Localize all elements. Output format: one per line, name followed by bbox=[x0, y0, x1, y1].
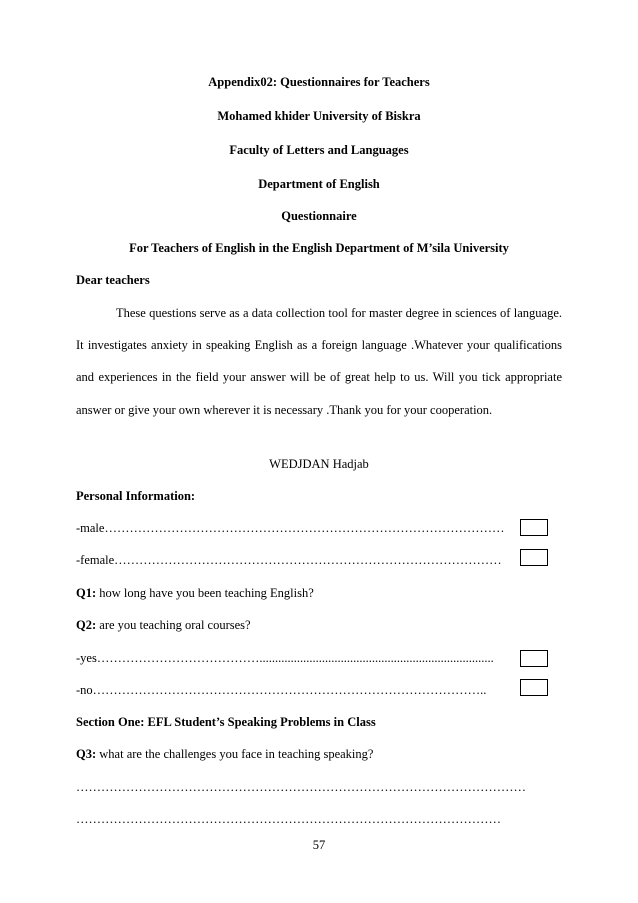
faculty-name: Faculty of Letters and Languages bbox=[229, 143, 409, 157]
yes-option-label: -yes…………………………………........................................................................... bbox=[76, 651, 494, 665]
intro-paragraph: These questions serve as a data collection tool for master degree in sciences of language. It investigates anxiety in speaking English as a foreign language .Whatever your qualifications and experiences in the field your answer will be of great help to us. Will you tick appropriate answer or give your own wherever it is necessary .Thank you for your cooperation. bbox=[76, 306, 562, 417]
personal-info-heading: Personal Information: bbox=[76, 489, 196, 503]
answer-line-2[interactable]: ………………………………………………………………………………………… bbox=[76, 812, 501, 826]
question-2-label: Q2: bbox=[76, 618, 97, 632]
department-name: Department of English bbox=[258, 177, 380, 191]
author-name: WEDJDAN Hadjab bbox=[269, 457, 369, 471]
question-3 bbox=[76, 746, 373, 762]
document-type: Questionnaire bbox=[281, 209, 357, 223]
appendix-title: Appendix02: Questionnaires for Teachers bbox=[208, 75, 430, 89]
section-one-heading: Section One: EFL Student’s Speaking Problems in Class bbox=[76, 715, 376, 729]
question-3-label: Q3: bbox=[76, 747, 97, 761]
answer-line-1[interactable]: ……………………………………………………………………………………………… bbox=[76, 780, 526, 794]
greeting: Dear teachers bbox=[76, 273, 150, 287]
question-1-label: Q1: bbox=[76, 586, 97, 600]
page-number: 57 bbox=[312, 838, 326, 852]
female-checkbox[interactable] bbox=[520, 549, 548, 566]
question-2-text: are you teaching oral courses? bbox=[96, 618, 251, 632]
audience-line: For Teachers of English in the English Department of M’sila University bbox=[129, 241, 509, 255]
no-option-label: -no………………………………………………………………………………….. bbox=[76, 683, 487, 697]
question-3-text: what are the challenges you face in teaching speaking? bbox=[96, 747, 374, 761]
question-1-text: how long have you been teaching English? bbox=[96, 586, 314, 600]
university-name: Mohamed khider University of Biskra bbox=[217, 109, 421, 123]
female-option-label: -female………………………………………………………………………………… bbox=[76, 553, 502, 567]
question-2 bbox=[76, 617, 251, 633]
male-checkbox[interactable] bbox=[520, 519, 548, 536]
question-1 bbox=[76, 585, 314, 601]
yes-checkbox[interactable] bbox=[520, 650, 548, 667]
no-checkbox[interactable] bbox=[520, 679, 548, 696]
male-option-label: -male…………………………………………………………………………………… bbox=[76, 521, 505, 535]
